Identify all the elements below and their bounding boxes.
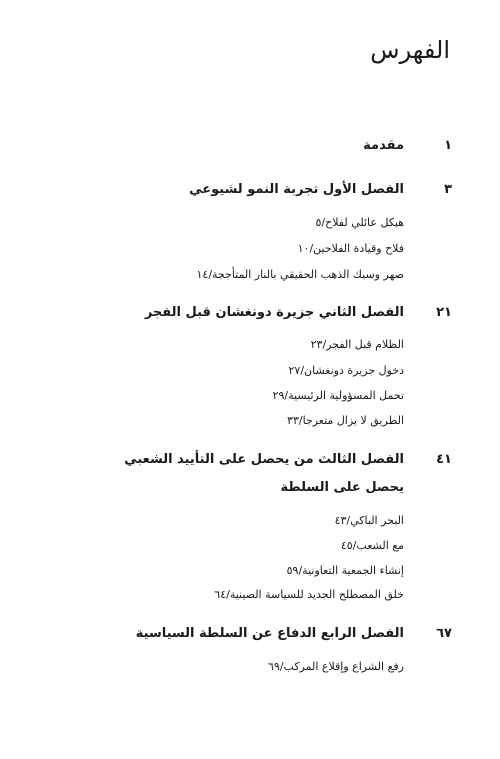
toc-subentry: خلق المصطلح الجديد للسياسة الصينية/٦٤ bbox=[214, 588, 404, 601]
page-title: الفهرس bbox=[370, 36, 450, 64]
page-number: ٣ bbox=[444, 182, 452, 197]
toc-subentry: فلاح وقيادة الفلاحين/١٠ bbox=[297, 242, 404, 255]
chapter-title: الفصل الأول تجربة النمو لشيوعي bbox=[189, 182, 404, 197]
toc-subentry: هيكل عائلي لفلاح/٥ bbox=[315, 216, 404, 229]
chapter-title: الفصل الثالث من يحصل على التأييد الشعبي bbox=[124, 452, 404, 467]
toc-subentry: صهر وسبك الذهب الحقيقي بالنار المتأججة/١٤ bbox=[196, 268, 404, 281]
toc-subentry: البحر الباكي/٤٣ bbox=[334, 514, 404, 527]
toc-subentry: مع الشعب/٤٥ bbox=[340, 539, 404, 552]
page-number: ٤١ bbox=[436, 452, 452, 467]
toc-subentry: إنشاء الجمعية التعاونية/٥٩ bbox=[286, 564, 404, 577]
page-number: ٢١ bbox=[436, 305, 452, 320]
chapter-title: الفصل الثاني جزيرة دونغشان قبل الفجر bbox=[144, 305, 404, 320]
chapter-title-continued: يحصل على السلطة bbox=[280, 480, 404, 495]
toc-subentry: تحمل المسؤولية الرئيسية/٢٩ bbox=[272, 389, 404, 402]
toc-subentry: رفع الشراع وإقلاع المركب/٦٩ bbox=[268, 660, 404, 673]
chapter-title: الفصل الرابع الدفاع عن السلطة السياسية bbox=[135, 626, 404, 641]
page-number: ١ bbox=[444, 138, 452, 153]
toc-subentry: الطريق لا يزال متعرجا/٣٣ bbox=[287, 414, 404, 427]
page-number: ٦٧ bbox=[436, 626, 452, 641]
toc-subentry: الظلام قبل الفجر/٢٣ bbox=[310, 338, 404, 351]
toc-subentry: دخول جزيرة دونغشان/٢٧ bbox=[288, 364, 404, 377]
intro-label: مقدمة bbox=[363, 138, 404, 153]
